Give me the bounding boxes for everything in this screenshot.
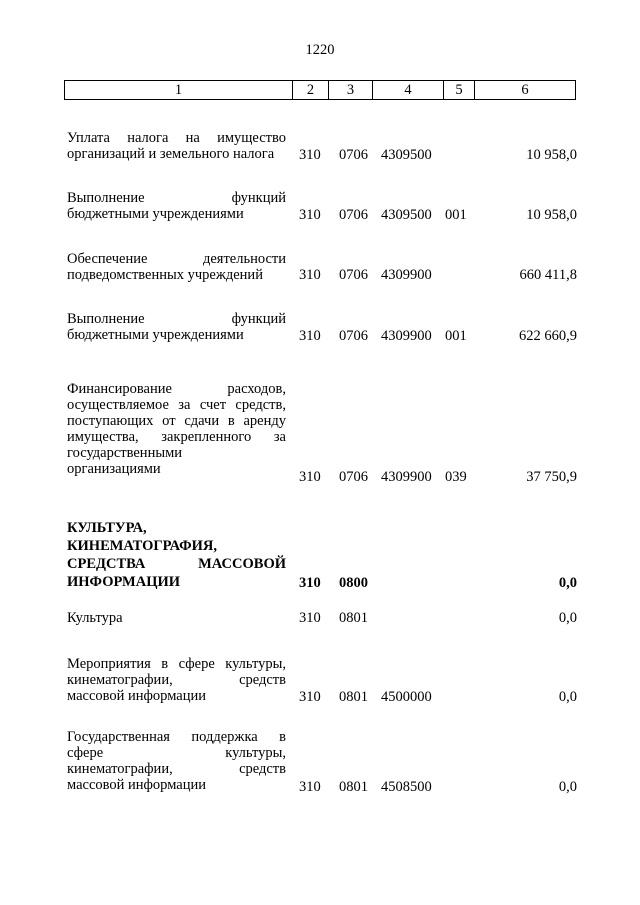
cell-col-3: 0706 bbox=[339, 207, 368, 223]
row-description bbox=[67, 610, 286, 626]
description-line: СРЕДСТВА МАССОВОЙ bbox=[67, 556, 286, 572]
description-line: кинематографии, средств bbox=[67, 672, 286, 688]
description-line: Выполнение функций bbox=[67, 190, 286, 206]
section-heading bbox=[67, 519, 286, 591]
description-line: бюджетными учреждениями bbox=[67, 327, 244, 343]
description-line: организациями bbox=[67, 461, 161, 477]
cell-col-3: 0801 bbox=[339, 689, 368, 705]
description-line: бюджетными учреждениями bbox=[67, 206, 244, 222]
cell-col-4: 4309900 bbox=[381, 469, 432, 485]
description-line: подведомственных учреждений bbox=[67, 267, 263, 283]
cell-col-3: 0706 bbox=[339, 469, 368, 485]
cell-col-3: 0706 bbox=[339, 147, 368, 163]
row-description bbox=[67, 381, 286, 477]
cell-col-2: 310 bbox=[299, 207, 321, 223]
description-line: государственными bbox=[67, 445, 183, 461]
cell-col-6: 10 958,0 bbox=[526, 147, 577, 163]
row-description bbox=[67, 251, 286, 283]
description-line: ИНФОРМАЦИИ bbox=[67, 574, 181, 590]
description-line: КИНЕМАТОГРАФИЯ, bbox=[67, 538, 217, 554]
row-description bbox=[67, 130, 286, 162]
description-line: Мероприятия в сфере культуры, bbox=[67, 656, 286, 672]
cell-col-4: 4309500 bbox=[381, 207, 432, 223]
cell-col-2: 310 bbox=[299, 469, 321, 485]
cell-col-3: 0801 bbox=[339, 779, 368, 795]
description-line: имущества, закрепленного за bbox=[67, 429, 286, 445]
cell-col-5: 001 bbox=[445, 207, 467, 223]
header-col-3: 3 bbox=[346, 82, 355, 98]
row-description bbox=[67, 190, 286, 222]
cell-col-6: 0,0 bbox=[558, 779, 577, 795]
cell-col-4: 4508500 bbox=[381, 779, 432, 795]
description-line: Выполнение функций bbox=[67, 311, 286, 327]
cell-col-2: 310 bbox=[299, 575, 321, 591]
header-col-4: 4 bbox=[404, 82, 412, 98]
cell-col-6: 0,0 bbox=[558, 575, 577, 591]
cell-col-3: 0706 bbox=[339, 328, 368, 344]
page-number: 1220 bbox=[305, 42, 335, 58]
cell-col-4: 4500000 bbox=[381, 689, 432, 705]
cell-col-5: 039 bbox=[445, 469, 467, 485]
header-col-6: 6 bbox=[521, 82, 529, 98]
row-description bbox=[67, 729, 286, 793]
description-line: Уплата налога на имущество bbox=[67, 130, 286, 146]
cell-col-2: 310 bbox=[299, 267, 321, 283]
cell-col-6: 0,0 bbox=[558, 689, 577, 705]
description-line: Государственная поддержка в bbox=[67, 729, 286, 745]
description-line: осуществляемое за счет средств, bbox=[67, 397, 286, 413]
cell-col-6: 37 750,9 bbox=[526, 469, 577, 485]
description-line: Обеспечение деятельности bbox=[67, 251, 286, 267]
cell-col-2: 310 bbox=[299, 689, 321, 705]
description-line: кинематографии, средств bbox=[67, 761, 286, 777]
description-line: Культура bbox=[67, 610, 123, 626]
description-line: КУЛЬТУРА, bbox=[67, 520, 147, 536]
cell-col-6: 660 411,8 bbox=[519, 267, 577, 283]
description-line: массовой информации bbox=[67, 688, 207, 704]
description-line: массовой информации bbox=[67, 777, 207, 793]
cell-col-5: 001 bbox=[445, 328, 467, 344]
description-line: сфере культуры, bbox=[67, 745, 286, 761]
cell-col-4: 4309900 bbox=[381, 267, 432, 283]
cell-col-2: 310 bbox=[299, 328, 321, 344]
description-line: поступающих от сдачи в аренду bbox=[67, 413, 286, 429]
cell-col-4: 4309900 bbox=[381, 328, 432, 344]
row-description bbox=[67, 656, 286, 704]
row-description bbox=[67, 311, 286, 343]
description-line: организаций и земельного налога bbox=[67, 146, 275, 162]
cell-col-6: 622 660,9 bbox=[519, 328, 577, 344]
cell-col-2: 310 bbox=[299, 610, 321, 626]
header-col-2: 2 bbox=[306, 82, 315, 98]
cell-col-2: 310 bbox=[299, 779, 321, 795]
header-col-5: 5 bbox=[455, 82, 463, 98]
cell-col-4: 4309500 bbox=[381, 147, 432, 163]
cell-col-6: 0,0 bbox=[558, 610, 577, 626]
cell-col-3: 0801 bbox=[339, 610, 368, 626]
cell-col-3: 0800 bbox=[339, 575, 368, 591]
table-header bbox=[64, 80, 576, 100]
cell-col-2: 310 bbox=[299, 147, 321, 163]
header-col-1: 1 bbox=[174, 82, 183, 98]
cell-col-3: 0706 bbox=[339, 267, 368, 283]
description-line: Финансирование расходов, bbox=[67, 381, 286, 397]
cell-col-6: 10 958,0 bbox=[526, 207, 577, 223]
